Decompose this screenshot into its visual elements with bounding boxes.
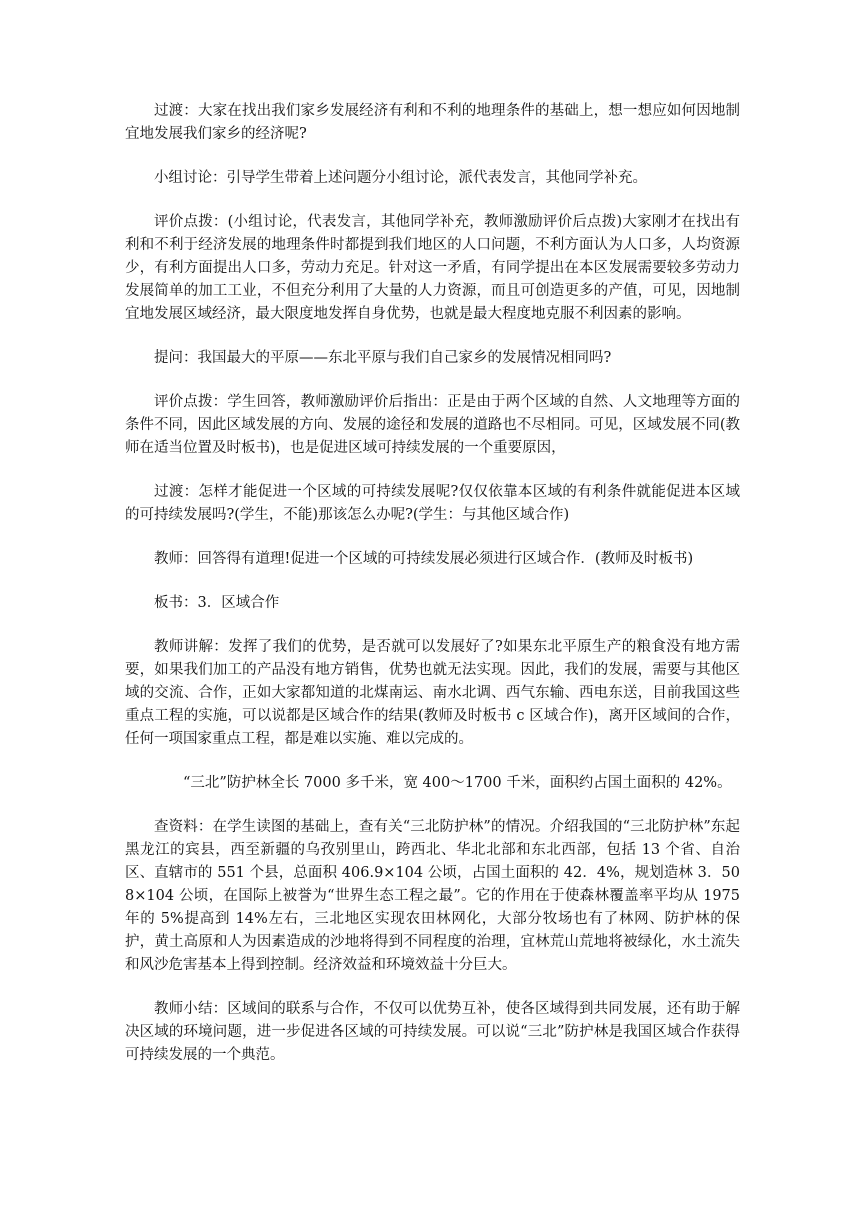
paragraph-teacher: 教师：回答得有道理!促进一个区域的可持续发展必须进行区域合作．(教师及时板书) — [154, 551, 694, 567]
paragraph-evaluation-2: 评价点拨：学生回答，教师激励评价后指出：正是由于两个区域的自然、人文地理等方面的条件不同，因此区域发展的方向、发展的途径和发展的道路也不尽相同。可见，区域发展不同(教师在适当位置及时板书)，也是促进区域可持续发展的一个重要原因， — [125, 394, 740, 456]
paragraph-teacher-explain: 教师讲解：发挥了我们的优势，是否就可以发展好了?如果东北平原生产的粮食没有地方需要，如果我们加工的产品没有地方销售，优势也就无法实现。因此，我们的发展，需要与其他区域的交流、合作，正如大家都知道的北煤南运、南水北调、西气东输、西电东送，目前我国这些重点工程的实施，可以说都是区域合作的结果(教师及时板书 c 区域合作)，离开区域间的合作，任何一项国家重点工程，都是难以实施、难以完成的。 — [125, 639, 740, 747]
paragraph-board: 板书：3．区域合作 — [154, 595, 280, 611]
paragraph-evaluation-1: 评价点拨：(小组讨论，代表发言，其他同学补充，教师激励评价后点拨)大家刚才在找出有利和不利于经济发展的地理条件时都提到我们地区的人口问题，不利方面认为人口多，人均资源少，有利方面提出人口多，劳动力充足。针对这一矛盾，有同学提出在本区发展需要较多劳动力发展简单的加工工业，不但充分利用了大量的人力资源，而且可创造更多的产值，可见，因地制宜地发展区域经济，最大限度地发挥自身优势，也就是最大程度地克服不利因素的影响。 — [125, 214, 740, 322]
paragraph-research: 查资料：在学生读图的基础上，查有关“三北防护林”的情况。介绍我国的“三北防护林”东起黑龙江的宾县，西至新疆的乌孜别里山，跨西北、华北北部和东北西部，包括 13 个省、自治区、直辖市的 551 个县，总面积 406.9×104 公顷，占国土面积的 42．4%，规划造林 3．508×104 公顷，在国际上被誉为“世界生态工程之最”。它的作用在于使森林覆盖率平均从 1975 年的 5%提高到 14%左右，三北地区实现农田林网化，大部分牧场也有了林网、防护林的保护，黄土高原和人为因素造成的沙地将得到不同程度的治理，宜林荒山荒地将被绿化，水土流失和风沙危害基本上得到控制。经济效益和环境效益十分巨大。 — [125, 819, 740, 973]
paragraph-three-north-fact: “三北”防护林全长 7000 多千米，宽 400～1700 千米，面积约占国土面积的 42%。 — [183, 775, 732, 791]
paragraph-transition-1: 过渡：大家在找出我们家乡发展经济有利和不利的地理条件的基础上，想一想应如何因地制宜地发展我们家乡的经济呢? — [125, 103, 740, 142]
paragraph-question: 提问：我国最大的平原——东北平原与我们自己家乡的发展情况相同吗? — [154, 350, 612, 366]
paragraph-group-discussion: 小组讨论：引导学生带着上述问题分小组讨论，派代表发言，其他同学补充。 — [154, 170, 647, 186]
paragraph-summary: 教师小结：区域间的联系与合作，不仅可以优势互补，使各区域得到共同发展，还有助于解决区域的环境问题，进一步促进各区域的可持续发展。可以说“三北”防护林是我国区域合作获得可持续发展的一个典范。 — [125, 1001, 740, 1063]
paragraph-transition-2: 过渡：怎样才能促进一个区域的可持续发展呢?仅仅依靠本区域的有利条件就能促进本区域的可持续发展吗?(学生，不能)那该怎么办呢?(学生：与其他区域合作) — [125, 484, 740, 523]
